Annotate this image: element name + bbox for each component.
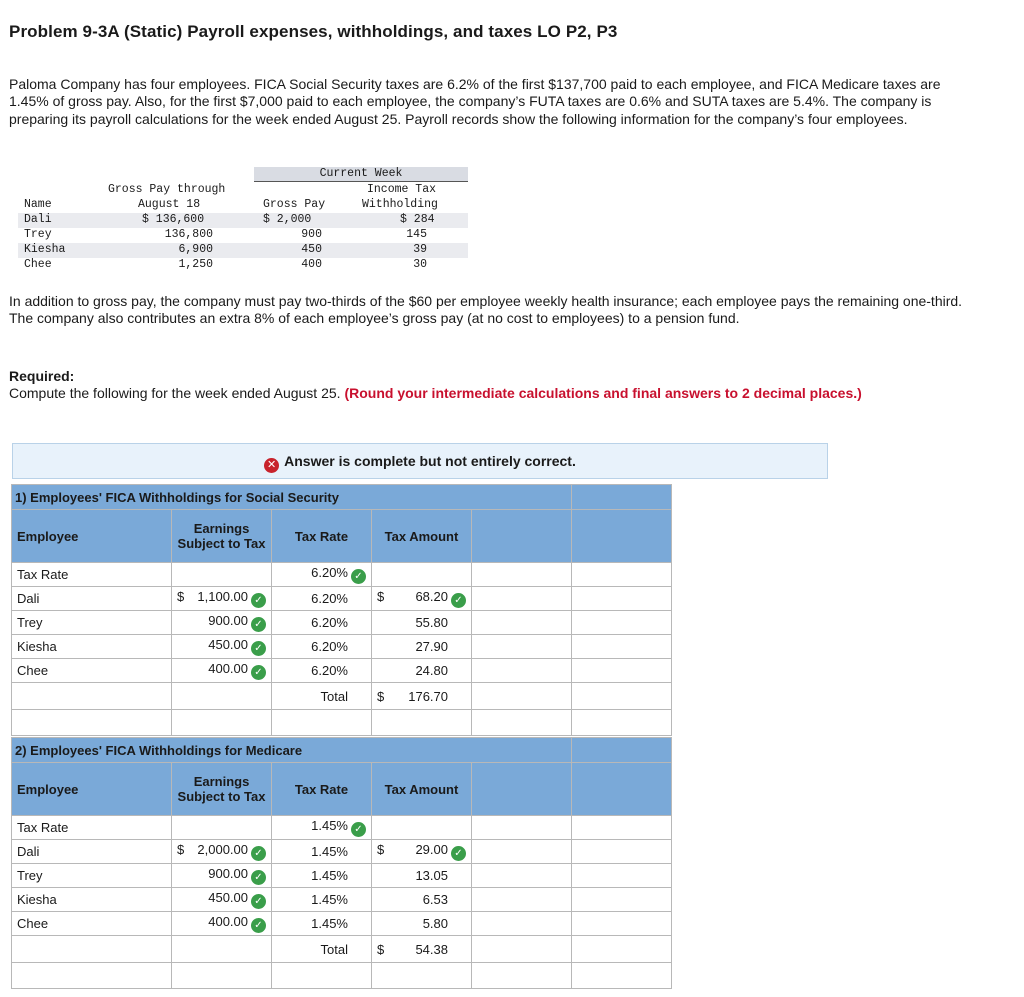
check-circle-icon: ✓	[451, 593, 466, 608]
answer-status-banner: ✕ Answer is complete but not entirely correct.	[12, 443, 828, 479]
total-row	[12, 683, 672, 710]
employee-name: Kiesha	[12, 635, 172, 659]
check-circle-icon: ✓	[251, 846, 266, 861]
problem-intro: Paloma Company has four employees. FICA Social Security taxes are 6.2% of the first $137,700 paid to each employee, and FICA Medicare taxes are 1.45% of gross pay. Also, for the first $7,000 paid to each employee, the company’s FUTA taxes are 0.6% and SUTA taxes are 5.4%. The company is preparing its payroll calculations for the week ended August 25. Payroll records show the following information for the company’s four employees.	[9, 76, 941, 127]
earnings-input[interactable]: 900.00 ✓	[172, 864, 272, 888]
tax-rate-input[interactable]: 1.45% ✓	[272, 816, 372, 840]
check-circle-icon: ✓	[251, 870, 266, 885]
tax-rate-label: Tax Rate	[12, 563, 172, 587]
check-circle-icon: ✓	[251, 665, 266, 680]
medicare-withholdings-table	[11, 737, 672, 989]
earnings-input[interactable]: 900.00 ✓	[172, 611, 272, 635]
amount-input[interactable]: 13.05	[372, 864, 472, 888]
col-tax-rate: Tax Rate	[272, 510, 372, 563]
employee-name: Chee	[12, 659, 172, 683]
table-row	[12, 611, 672, 635]
required-text: Compute the following for the week ended August 25. (Round your intermediate calculations and final answers to 2 decimal places.)	[9, 385, 862, 401]
check-circle-icon: ✓	[251, 641, 266, 656]
header-row-1: Gross Pay through Income Tax	[108, 183, 437, 196]
total-amount: $ 176.70	[372, 683, 472, 710]
employee-name: Dali	[12, 587, 172, 611]
earnings-input[interactable]: 450.00 ✓	[172, 888, 272, 912]
col-tax-amount: Tax Amount	[372, 763, 472, 816]
current-week-header: Current Week	[254, 167, 468, 182]
check-circle-icon: ✓	[251, 918, 266, 933]
rate-value: 1.45%	[272, 912, 372, 936]
amount-input[interactable]: $ 68.20 ✓	[372, 587, 472, 611]
payroll-row: Chee 1,250 400 30	[24, 258, 427, 271]
table-row	[12, 659, 672, 683]
employee-name: Trey	[12, 611, 172, 635]
ss-section-title: 1) Employees' FICA Withholdings for Social Security	[12, 485, 572, 510]
tax-rate-label: Tax Rate	[12, 816, 172, 840]
earnings-input[interactable]: $ 1,100.00 ✓	[172, 587, 272, 611]
table-row	[12, 840, 672, 864]
earnings-input[interactable]: 400.00 ✓	[172, 659, 272, 683]
medicare-section-title: 2) Employees' FICA Withholdings for Medicare	[12, 738, 572, 763]
check-circle-icon: ✓	[351, 822, 366, 837]
total-amount: $ 54.38	[372, 936, 472, 963]
table-row	[12, 888, 672, 912]
check-circle-icon: ✓	[251, 894, 266, 909]
table-row	[12, 912, 672, 936]
col-employee: Employee	[12, 763, 172, 816]
col-tax-rate: Tax Rate	[272, 763, 372, 816]
rate-value: 6.20%	[272, 659, 372, 683]
rate-value: 1.45%	[272, 864, 372, 888]
table-row	[12, 563, 672, 587]
employee-name: Trey	[12, 864, 172, 888]
check-circle-icon: ✓	[251, 617, 266, 632]
problem-title: Problem 9-3A (Static) Payroll expenses, withholdings, and taxes LO P2, P3	[9, 22, 618, 41]
header-row-2: Name August 18 Gross Pay Withholding	[24, 198, 438, 211]
ss-withholdings-table	[11, 484, 672, 736]
amount-input[interactable]: 55.80	[372, 611, 472, 635]
employee-name: Chee	[12, 912, 172, 936]
amount-input[interactable]: 6.53	[372, 888, 472, 912]
rate-value: 6.20%	[272, 587, 372, 611]
total-row	[12, 936, 672, 963]
earnings-input[interactable]: $ 2,000.00 ✓	[172, 840, 272, 864]
col-earnings: Earnings Subject to Tax	[172, 510, 272, 563]
col-earnings: Earnings Subject to Tax	[172, 763, 272, 816]
required-heading: Required:	[9, 368, 75, 384]
amount-input[interactable]: 5.80	[372, 912, 472, 936]
check-circle-icon: ✓	[251, 593, 266, 608]
total-label: Total	[272, 683, 372, 710]
earnings-input[interactable]: 450.00 ✓	[172, 635, 272, 659]
earnings-input[interactable]: 400.00 ✓	[172, 912, 272, 936]
check-circle-icon: ✓	[451, 846, 466, 861]
col-employee: Employee	[12, 510, 172, 563]
employee-name: Kiesha	[12, 888, 172, 912]
rate-value: 1.45%	[272, 840, 372, 864]
table-row	[12, 635, 672, 659]
tax-rate-input[interactable]: 6.20% ✓	[272, 563, 372, 587]
table-row	[12, 816, 672, 840]
payroll-row: Kiesha 6,900 450 39	[18, 243, 468, 258]
amount-input[interactable]: 24.80	[372, 659, 472, 683]
rate-value: 6.20%	[272, 635, 372, 659]
rate-value: 6.20%	[272, 611, 372, 635]
payroll-row: Dali $ 136,600 $ 2,000 $ 284	[18, 213, 468, 228]
rounding-instruction: (Round your intermediate calculations and final answers to 2 decimal places.)	[344, 385, 862, 401]
check-circle-icon: ✓	[351, 569, 366, 584]
amount-input[interactable]: $ 29.00 ✓	[372, 840, 472, 864]
col-tax-amount: Tax Amount	[372, 510, 472, 563]
payroll-row: 136,800 Trey 900 145	[24, 228, 427, 241]
table-row	[12, 864, 672, 888]
additional-info: In addition to gross pay, the company must pay two-thirds of the $60 per employee weekly health insurance; each employee pays the remaining one-third. The company also contributes an extra 8% of each employee’s gross pay (at no cost to employees) to a pension fund.	[9, 293, 963, 327]
total-label: Total	[272, 936, 372, 963]
rate-value: 1.45%	[272, 888, 372, 912]
amount-input[interactable]: 27.90	[372, 635, 472, 659]
x-circle-icon: ✕	[264, 458, 279, 473]
employee-name: Dali	[12, 840, 172, 864]
table-row	[12, 587, 672, 611]
